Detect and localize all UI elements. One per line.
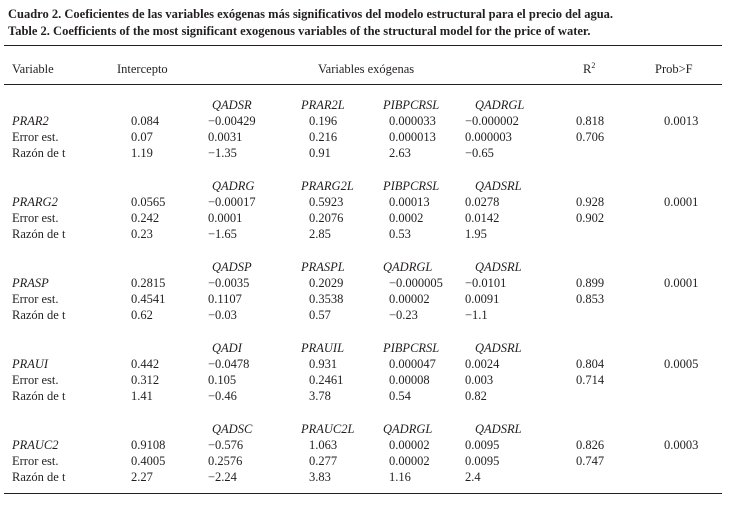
coefficient-value: 0.000003 — [465, 130, 512, 144]
coefficient-value: 0.00008 — [389, 373, 430, 387]
intercept-value: 1.41 — [131, 389, 153, 403]
coefficient-value: 0.0095 — [465, 438, 500, 452]
coefficient-value: −0.65 — [465, 146, 494, 160]
coefficient-value: 0.000013 — [389, 130, 436, 144]
r2-value: 0.853 — [576, 292, 605, 306]
header-r2-superscript: 2 — [591, 61, 596, 70]
coefficient-value: 0.54 — [389, 389, 411, 403]
r2-value: 0.899 — [576, 276, 605, 290]
row-label: Razón de t — [12, 227, 66, 241]
exogenous-variable-name: PRAUIL — [301, 341, 345, 355]
coefficient-value: −0.0101 — [465, 276, 507, 290]
header-r2-base: R — [583, 62, 592, 76]
prob-f-value: 0.0003 — [664, 438, 699, 452]
dependent-variable-name: PRASP — [12, 276, 49, 290]
coefficient-value: −0.576 — [208, 438, 244, 452]
coefficient-value: 0.0024 — [465, 357, 500, 371]
coefficient-value: −0.0035 — [208, 276, 250, 290]
row-label: Razón de t — [12, 470, 66, 484]
intercept-value: 0.084 — [131, 114, 160, 128]
exogenous-variable-name: QADI — [212, 341, 242, 355]
bottom-rule — [4, 493, 722, 494]
exogenous-variable-name: PIBPCRSL — [383, 179, 440, 193]
coefficient-value: 0.2076 — [309, 211, 344, 225]
r2-value: 0.706 — [576, 130, 605, 144]
intercept-value: 0.442 — [131, 357, 160, 371]
intercept-value: 0.242 — [131, 211, 160, 225]
coefficient-value: 0.2029 — [309, 276, 344, 290]
coefficient-value: 1.063 — [309, 438, 338, 452]
coefficient-value: 0.0002 — [389, 211, 424, 225]
dependent-variable-name: PRAR2 — [12, 114, 49, 128]
coefficient-value: 0.000033 — [389, 114, 436, 128]
r2-value: 0.747 — [576, 454, 605, 468]
prob-f-value: 0.0013 — [664, 114, 699, 128]
exogenous-variable-name: PRASPL — [301, 260, 345, 274]
coefficient-value: 0.0095 — [465, 454, 500, 468]
coefficient-value: 0.105 — [208, 373, 237, 387]
exogenous-variable-name: QADSR — [212, 98, 252, 112]
exogenous-variable-name: PIBPCRSL — [383, 98, 440, 112]
coefficient-value: 0.57 — [309, 308, 331, 322]
row-label: Razón de t — [12, 389, 66, 403]
coefficient-value: 0.003 — [465, 373, 494, 387]
exogenous-variable-name: QADRGL — [475, 98, 525, 112]
dependent-variable-name: PRAUC2 — [12, 438, 59, 452]
exogenous-variable-name: PRAUC2L — [301, 422, 355, 436]
exogenous-variable-name: QADSC — [212, 422, 253, 436]
exogenous-variable-name: QADRGL — [383, 260, 433, 274]
header-variables-exogenas: Variables exógenas — [318, 62, 415, 76]
coefficient-value: 2.4 — [465, 470, 481, 484]
prob-f-value: 0.0001 — [664, 195, 699, 209]
r2-value: 0.902 — [576, 211, 605, 225]
coefficient-value: −0.03 — [208, 308, 237, 322]
coefficient-value: −0.00017 — [208, 195, 256, 209]
coefficient-value: −1.1 — [465, 308, 488, 322]
intercept-value: 0.62 — [131, 308, 153, 322]
coefficient-value: 0.0278 — [465, 195, 500, 209]
intercept-value: 0.23 — [131, 227, 153, 241]
coefficient-value: 0.00002 — [389, 454, 430, 468]
coefficient-value: 0.0142 — [465, 211, 500, 225]
row-label: Razón de t — [12, 308, 66, 322]
coefficient-value: 0.0001 — [208, 211, 243, 225]
row-label: Error est. — [12, 130, 59, 144]
intercept-value: 2.27 — [131, 470, 153, 484]
exogenous-variable-name: QADSP — [212, 260, 252, 274]
exogenous-variable-name: PIBPCRSL — [383, 341, 440, 355]
r2-value: 0.928 — [576, 195, 605, 209]
row-label: Razón de t — [12, 146, 66, 160]
exogenous-variable-name: QADSRL — [475, 341, 522, 355]
coefficient-value: 0.2461 — [309, 373, 344, 387]
coefficient-value: 0.0091 — [465, 292, 500, 306]
r2-value: 0.804 — [576, 357, 605, 371]
coefficient-value: 0.82 — [465, 389, 487, 403]
exogenous-variable-name: QADSRL — [475, 422, 522, 436]
coefficient-value: 3.83 — [309, 470, 331, 484]
coefficient-value: 2.85 — [309, 227, 331, 241]
exogenous-variable-name: PRAR2L — [301, 98, 345, 112]
coefficient-value: 0.2576 — [208, 454, 243, 468]
r2-value: 0.826 — [576, 438, 605, 452]
coefficient-value: 0.00002 — [389, 438, 430, 452]
exogenous-variable-name: QADSRL — [475, 179, 522, 193]
coefficient-value: 0.3538 — [309, 292, 344, 306]
coefficient-value: 0.0031 — [208, 130, 243, 144]
row-label: Error est. — [12, 373, 59, 387]
exogenous-variable-name: PRARG2L — [301, 179, 354, 193]
coefficient-value: 0.1107 — [208, 292, 242, 306]
intercept-value: 0.9108 — [131, 438, 166, 452]
coefficient-value: −0.23 — [389, 308, 418, 322]
coefficient-value: −1.35 — [208, 146, 237, 160]
coefficient-value: 0.00013 — [389, 195, 430, 209]
coefficient-value: 0.000047 — [389, 357, 436, 371]
intercept-value: 0.2815 — [131, 276, 166, 290]
caption-spanish: Cuadro 2. Coeficientes de las variables exógenas más significativos del modelo estructural para el precio del agua. — [8, 7, 614, 21]
intercept-value: 0.07 — [131, 130, 153, 144]
top-rule — [4, 45, 722, 46]
prob-f-value: 0.0005 — [664, 357, 699, 371]
coefficient-value: −0.000002 — [465, 114, 519, 128]
intercept-value: 1.19 — [131, 146, 153, 160]
intercept-value: 0.4005 — [131, 454, 166, 468]
exogenous-variable-name: QADRG — [212, 179, 255, 193]
coefficient-value: −0.0478 — [208, 357, 250, 371]
header-variable: Variable — [12, 62, 54, 76]
exogenous-variable-name: QADRGL — [383, 422, 433, 436]
coefficient-value: 0.931 — [309, 357, 338, 371]
header-r2 — [583, 62, 595, 76]
prob-f-value: 0.0001 — [664, 276, 699, 290]
coefficient-value: 2.63 — [389, 146, 411, 160]
row-label: Error est. — [12, 211, 59, 225]
coefficient-value: −0.000005 — [389, 276, 443, 290]
header-intercepto: Intercepto — [117, 62, 168, 76]
header-prob: Prob>F — [655, 62, 693, 76]
intercept-value: 0.0565 — [131, 195, 166, 209]
caption-english: Table 2. Coefficients of the most significant exogenous variables of the structural model for the price of water. — [8, 24, 591, 38]
dependent-variable-name: PRARG2 — [12, 195, 58, 209]
coefficient-value: −2.24 — [208, 470, 237, 484]
coefficient-value: 0.5923 — [309, 195, 344, 209]
coefficient-value: 0.277 — [309, 454, 338, 468]
r2-value: 0.818 — [576, 114, 605, 128]
coefficient-value: 0.216 — [309, 130, 338, 144]
coefficient-value: −1.65 — [208, 227, 237, 241]
coefficient-value: −0.00429 — [208, 114, 256, 128]
coefficient-value: 0.53 — [389, 227, 411, 241]
coefficient-value: 0.00002 — [389, 292, 430, 306]
exogenous-variable-name: QADSRL — [475, 260, 522, 274]
r2-value: 0.714 — [576, 373, 605, 387]
coefficient-value: 0.91 — [309, 146, 331, 160]
row-label: Error est. — [12, 454, 59, 468]
coefficient-value: 1.16 — [389, 470, 411, 484]
coefficient-value: 3.78 — [309, 389, 331, 403]
dependent-variable-name: PRAUI — [12, 357, 49, 371]
coefficient-value: 0.196 — [309, 114, 338, 128]
coefficient-value: 1.95 — [465, 227, 487, 241]
coefficient-value: −0.46 — [208, 389, 237, 403]
intercept-value: 0.4541 — [131, 292, 166, 306]
intercept-value: 0.312 — [131, 373, 160, 387]
header-rule — [4, 84, 722, 85]
row-label: Error est. — [12, 292, 59, 306]
